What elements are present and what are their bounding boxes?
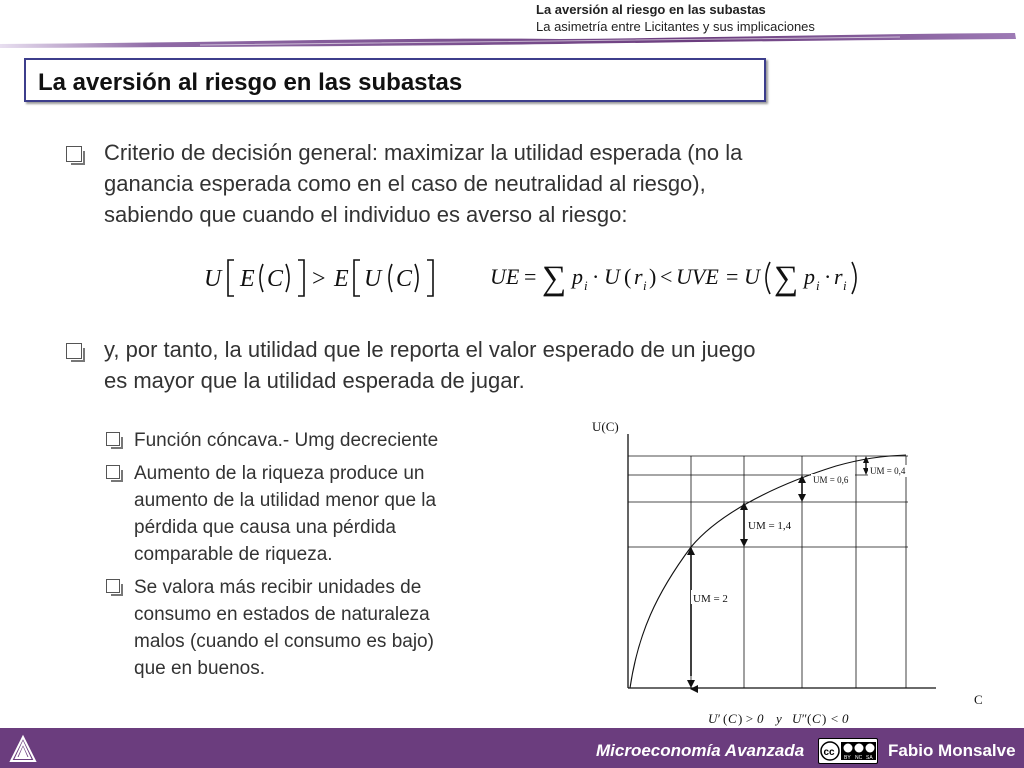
formula-text: = <box>524 264 537 289</box>
formula-jensen <box>200 256 450 300</box>
svg-text:SA: SA <box>866 755 873 761</box>
condition-text: C <box>812 711 821 726</box>
sub-bullet-2 <box>134 460 436 568</box>
sub-bullet-1 <box>134 427 438 454</box>
um-label-1-4: UM = 1,4 <box>748 520 792 532</box>
svg-text:BY: BY <box>844 755 851 761</box>
bullet-line: Aumento de la riqueza produce un <box>134 463 425 484</box>
header-subtitle: La asimetría entre Licitantes y sus implicaciones <box>536 19 815 34</box>
svg-text:(: ( <box>723 711 728 726</box>
bullet-line: que en buenos. <box>134 658 266 679</box>
sub-bullet-checkbox-icon <box>106 579 120 598</box>
formula-text: UE <box>490 264 520 289</box>
sa-icon <box>866 744 875 753</box>
cc-license-icon <box>819 739 877 763</box>
by-icon <box>844 744 853 753</box>
svg-text:NC: NC <box>855 755 863 761</box>
formula-text: E <box>334 266 349 292</box>
x-axis-label: C <box>974 692 983 707</box>
um-label-0-6: UM = 0,6 <box>813 475 849 485</box>
bullet-checkbox-icon <box>66 146 82 167</box>
bullet-line: sabiendo que cuando el individuo es averso al riesgo: <box>104 202 628 227</box>
bullet-line: Se valora más recibir unidades de <box>134 577 422 598</box>
formula-text: C <box>267 266 284 292</box>
footer-course-title: Microeconomía Avanzada <box>596 741 805 760</box>
main-bullet-1 <box>104 137 742 230</box>
formula-text: i <box>816 278 820 293</box>
formula-text: > <box>312 266 326 292</box>
formula-text: p <box>804 264 815 289</box>
formula-text: · <box>824 264 832 289</box>
condition-text: U <box>792 711 802 726</box>
slide-title-box <box>24 58 766 102</box>
nc-icon <box>855 744 864 753</box>
formula-text: = <box>726 264 739 289</box>
condition-text: ″ <box>801 711 807 726</box>
utility-chart <box>586 414 990 728</box>
formula-text: i <box>643 278 647 293</box>
formula-text: UVE <box>676 264 719 289</box>
formula-text: i <box>843 278 847 293</box>
bullet-line: malos (cuando el consumo es bajo) <box>134 631 434 652</box>
condition-text: > 0 <box>745 711 764 726</box>
bullet-line: es mayor que la utilidad esperada de jugar. <box>104 368 525 393</box>
formula-text: i <box>584 278 588 293</box>
condition-text: < 0 <box>830 711 849 726</box>
svg-text:): ) <box>649 264 657 289</box>
svg-text:): ) <box>822 711 827 726</box>
formula-text: · <box>592 264 600 289</box>
bullet-line: y, por tanto, la utilidad que le reporta el valor esperado de un juego <box>104 337 756 362</box>
bullet-checkbox-icon <box>66 343 82 364</box>
um-label-2: UM = 2 <box>693 593 728 605</box>
slide-title: La aversión al riesgo en las subastas <box>38 69 463 96</box>
formula-text: U <box>744 264 760 289</box>
bullet-line: consumo en estados de naturaleza <box>134 604 430 625</box>
formula-text: C <box>396 266 413 292</box>
svg-text:cc: cc <box>823 747 835 758</box>
bullet-line: Criterio de decisión general: maximizar la utilidad esperada (no la <box>104 140 743 165</box>
formula-text: r <box>634 264 643 289</box>
formula-text: E <box>240 266 255 292</box>
sub-bullet-3 <box>134 574 434 682</box>
svg-text:∑: ∑ <box>542 260 567 297</box>
cc-license-badge[interactable] <box>818 738 878 764</box>
formula-text: r <box>834 264 843 289</box>
bullet-line: Función cóncava.- Umg decreciente <box>134 430 439 451</box>
bullet-line: ganancia esperada como en el caso de neutralidad al riesgo), <box>104 171 706 196</box>
condition-text: C <box>728 711 737 726</box>
footer-author: Fabio Monsalve <box>888 741 1016 760</box>
bullet-line: comparable de riqueza. <box>134 544 333 565</box>
svg-text:∑: ∑ <box>774 260 799 297</box>
formula-text: U <box>604 264 620 289</box>
y-axis-label: U(C) <box>592 419 619 434</box>
formula-text: U <box>364 266 382 292</box>
header-title: La aversión al riesgo en las subastas <box>536 2 766 17</box>
university-logo-icon <box>8 734 38 764</box>
formula-text: p <box>572 264 583 289</box>
formula-text: < <box>660 264 673 289</box>
svg-text:): ) <box>738 711 743 726</box>
svg-text:(: ( <box>807 711 812 726</box>
sub-bullet-checkbox-icon <box>106 465 120 484</box>
um-label-0-4: UM = 0,4 <box>870 466 906 476</box>
bullet-line: aumento de la utilidad menor que la <box>134 490 437 511</box>
bullet-line: pérdida que causa una pérdida <box>134 517 396 538</box>
svg-text:(: ( <box>624 264 632 289</box>
condition-text: y <box>776 711 782 726</box>
condition-text: U <box>708 711 718 726</box>
formula-expected-utility <box>486 256 866 300</box>
sub-bullet-checkbox-icon <box>106 432 120 451</box>
main-bullet-2 <box>104 334 755 396</box>
formula-text: U <box>204 266 222 292</box>
condition-text: ′ <box>717 711 720 726</box>
header-brush-stripe <box>0 30 1024 52</box>
utility-curve <box>630 455 906 688</box>
